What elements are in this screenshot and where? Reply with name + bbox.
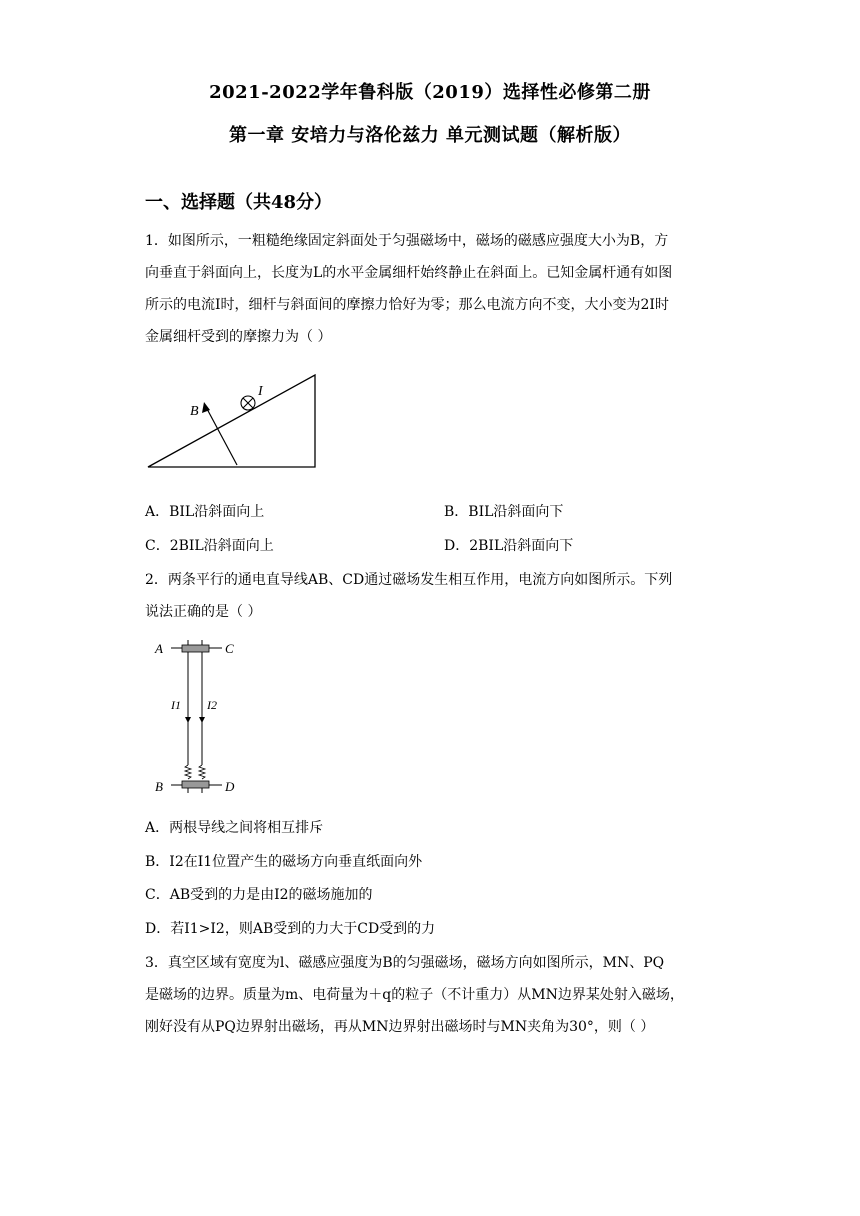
top-bar — [182, 645, 209, 652]
label-I: I — [258, 384, 263, 399]
section-heading: 一、选择题（共48分） — [145, 192, 333, 213]
q3-text-line2: 是磁场的边界。质量为m、电荷量为＋q的粒子（不计重力）从MN边界某处射入磁场， — [145, 987, 684, 1003]
field-arrow — [206, 407, 237, 465]
q2-text-line1: 2．两条平行的通电直导线AB、CD通过磁场发生相互作用，电流方向如图所示。下列 — [145, 572, 673, 588]
q3-text-line3: 刚好没有从PQ边界射出磁场，再从MN边界射出磁场时与MN夹角为30°，则（ ） — [145, 1019, 655, 1035]
svg-text:D: D — [225, 779, 235, 794]
q2-option-c: C．AB受到的力是由I2的磁场施加的 — [145, 887, 373, 903]
document-title-line2: 第一章 安培力与洛伦兹力 单元测试题（解析版） — [228, 125, 632, 146]
q3-text-line1: 3．真空区域有宽度为l、磁感应强度为B的匀强磁场，磁场方向如图所示，MN、PQ — [145, 955, 665, 971]
current-arrow-1 — [185, 717, 191, 723]
q2-option-b: B．I2在I1位置产生的磁场方向垂直纸面向外 — [145, 854, 423, 870]
q2-text-line2: 说法正确的是（ ） — [145, 604, 262, 620]
q1-text-line4: 金属细杆受到的摩擦力为（ ） — [145, 329, 332, 345]
q1-text-line2: 向垂直于斜面向上，长度为L的水平金属细杆始终静止在斜面上。已知金属杆通有如图 — [145, 265, 673, 281]
svg-text:A: A — [155, 641, 163, 656]
spring-2 — [199, 765, 205, 779]
incline-figure — [140, 365, 330, 475]
q2-option-a: A．两根导线之间将相互排斥 — [145, 820, 324, 836]
incline-triangle — [148, 375, 315, 467]
svg-text:B: B — [155, 779, 163, 794]
q1-text-line1: 1．如图所示，一粗糙绝缘固定斜面处于匀强磁场中，磁场的磁感应强度大小为B，方 — [145, 233, 669, 249]
document-title-line1: 2021-2022学年鲁科版（2019）选择性必修第二册 — [209, 82, 651, 103]
q2-option-d: D．若I1>I2，则AB受到的力大于CD受到的力 — [145, 921, 436, 937]
q1-option-d: D．2BIL沿斜面向下 — [444, 538, 574, 554]
q1-option-c: C．2BIL沿斜面向上 — [145, 538, 274, 554]
label-B: B — [190, 404, 199, 419]
q1-option-a: A．BIL沿斜面向上 — [145, 504, 265, 520]
parallel-wires-figure — [145, 635, 250, 805]
svg-text:C: C — [225, 641, 234, 656]
q1-text-line3: 所示的电流I时，细杆与斜面间的摩擦力恰好为零；那么电流方向不变，大小变为2I时 — [145, 297, 669, 313]
label-I1: I1 — [171, 698, 181, 712]
current-arrow-2 — [199, 717, 205, 723]
bottom-bar — [182, 781, 209, 788]
label-I2: I2 — [207, 698, 217, 712]
q1-option-b: B．BIL沿斜面向下 — [444, 504, 564, 520]
spring-1 — [185, 765, 191, 779]
